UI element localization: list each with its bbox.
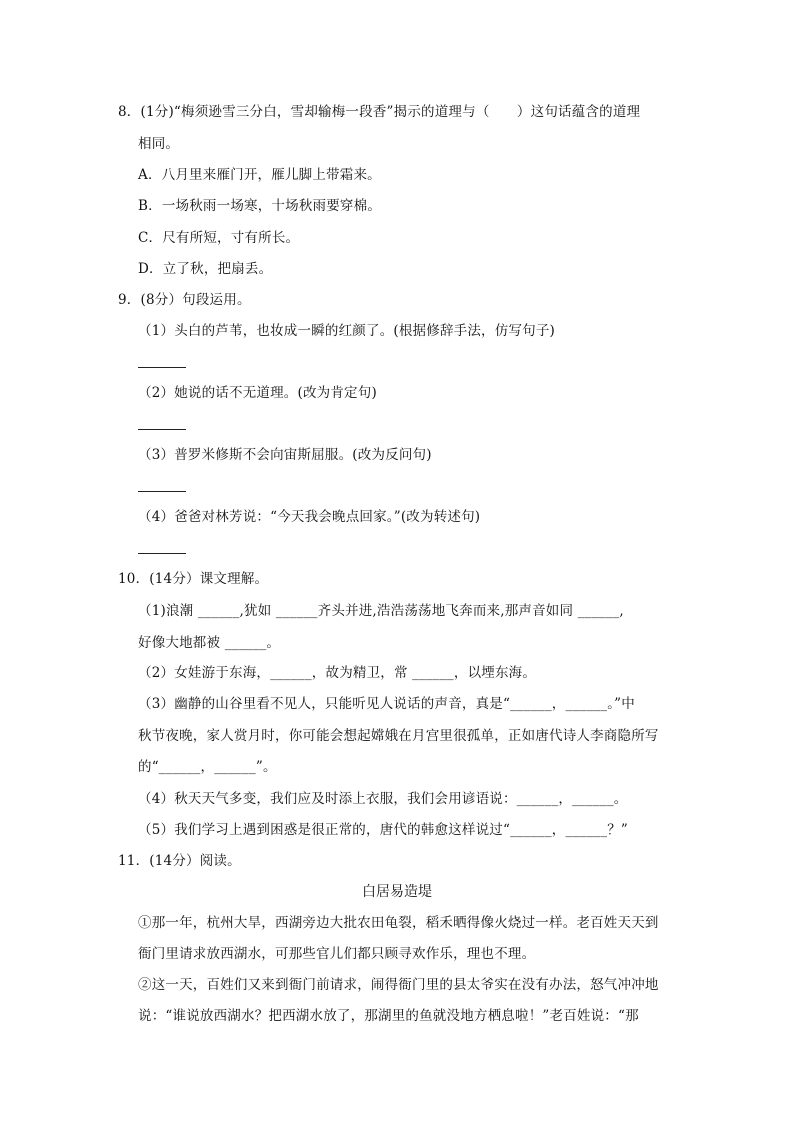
passage-line-1: ①那一年，杭州大旱，西湖旁边大批农田龟裂，稻禾晒得像火烧过一样。老百姓天天到 (138, 915, 659, 931)
q8-option-c: C．尺有所短，寸有所长。 (138, 230, 300, 246)
q9-item-3: （3）普罗米修斯不会向宙斯屈服。(改为反问句) (138, 447, 432, 463)
q9-item-1: （1）头白的芦苇，也妆成一瞬的红颜了。(根据修辞手法，仿写句子) (138, 323, 556, 339)
q11-stem: 11．(14分）阅读。 (118, 853, 241, 869)
q10-line-3: （2）女娃游于东海，______，故为精卫，常 ______，以堙东海。 (138, 665, 537, 681)
passage-line-3: ②这一天，百姓们又来到衙门前请求，闹得衙门里的县太爷实在没有办法，怒气冲冲地 (138, 977, 659, 993)
q10-stem: 10．(14分）课文理解。 (118, 571, 269, 587)
q9-item-2: （2）她说的话不无道理。(改为肯定句) (138, 385, 377, 401)
q9-answer-line-3 (138, 491, 186, 492)
passage-line-2: 衙门里请求放西湖水，可那些官儿们都只顾寻欢作乐，理也不理。 (138, 946, 536, 962)
passage-title: 白居易造堤 (362, 884, 432, 900)
q10-line-6: 的“______，______”。 (138, 759, 277, 775)
q8-option-d: D．立了秋，把扇丢。 (138, 261, 273, 277)
q9-item-4: （4）爸爸对林芳说：“今天我会晚点回家。”(改为转述句) (138, 509, 481, 525)
q10-line-7: （4）秋天天气多变，我们应及时添上衣服，我们会用谚语说：______，______。 (138, 791, 628, 807)
q9-answer-line-4 (138, 553, 186, 554)
q10-line-5: 秋节夜晚，家人赏月时，你可能会想起嫦娥在月宫里很孤单，正如唐代诗人李商隐所写 (138, 728, 659, 744)
q9-answer-line-1 (138, 367, 186, 368)
q10-line-2: 好像大地都被 ______。 (138, 635, 281, 651)
q10-line-4: （3）幽静的山谷里看不见人，只能听见人说话的声音，真是“______，______。”中 (138, 696, 635, 712)
passage-line-4: 说：“谁说放西湖水？把西湖水放了，那湖里的鱼就没地方栖息啦！”老百姓说：“那 (138, 1008, 639, 1024)
q8-stem-line2: 相同。 (138, 136, 180, 152)
q10-line-1: （1)浪潮 ______,犹如 ______齐头并进,浩浩荡荡地飞奔而来,那声音如同 ______, (138, 603, 624, 619)
q8-option-a: A．八月里来雁门开，雁儿脚上带霜来。 (138, 167, 381, 183)
q9-answer-line-2 (138, 429, 186, 430)
q9-stem: 9．(8分）句段运用。 (118, 292, 251, 308)
q8-stem-line1: 8．(1分)“梅须逊雪三分白，雪却输梅一段香”揭示的道理与（ ）这句话蕴含的道理 (118, 104, 641, 120)
q8-option-b: B．一场秋雨一场寒，十场秋雨要穿棉。 (138, 198, 382, 214)
q10-line-8: （5）我们学习上遇到困惑是很正常的，唐代的韩愈这样说过“______，______？” (138, 822, 628, 838)
